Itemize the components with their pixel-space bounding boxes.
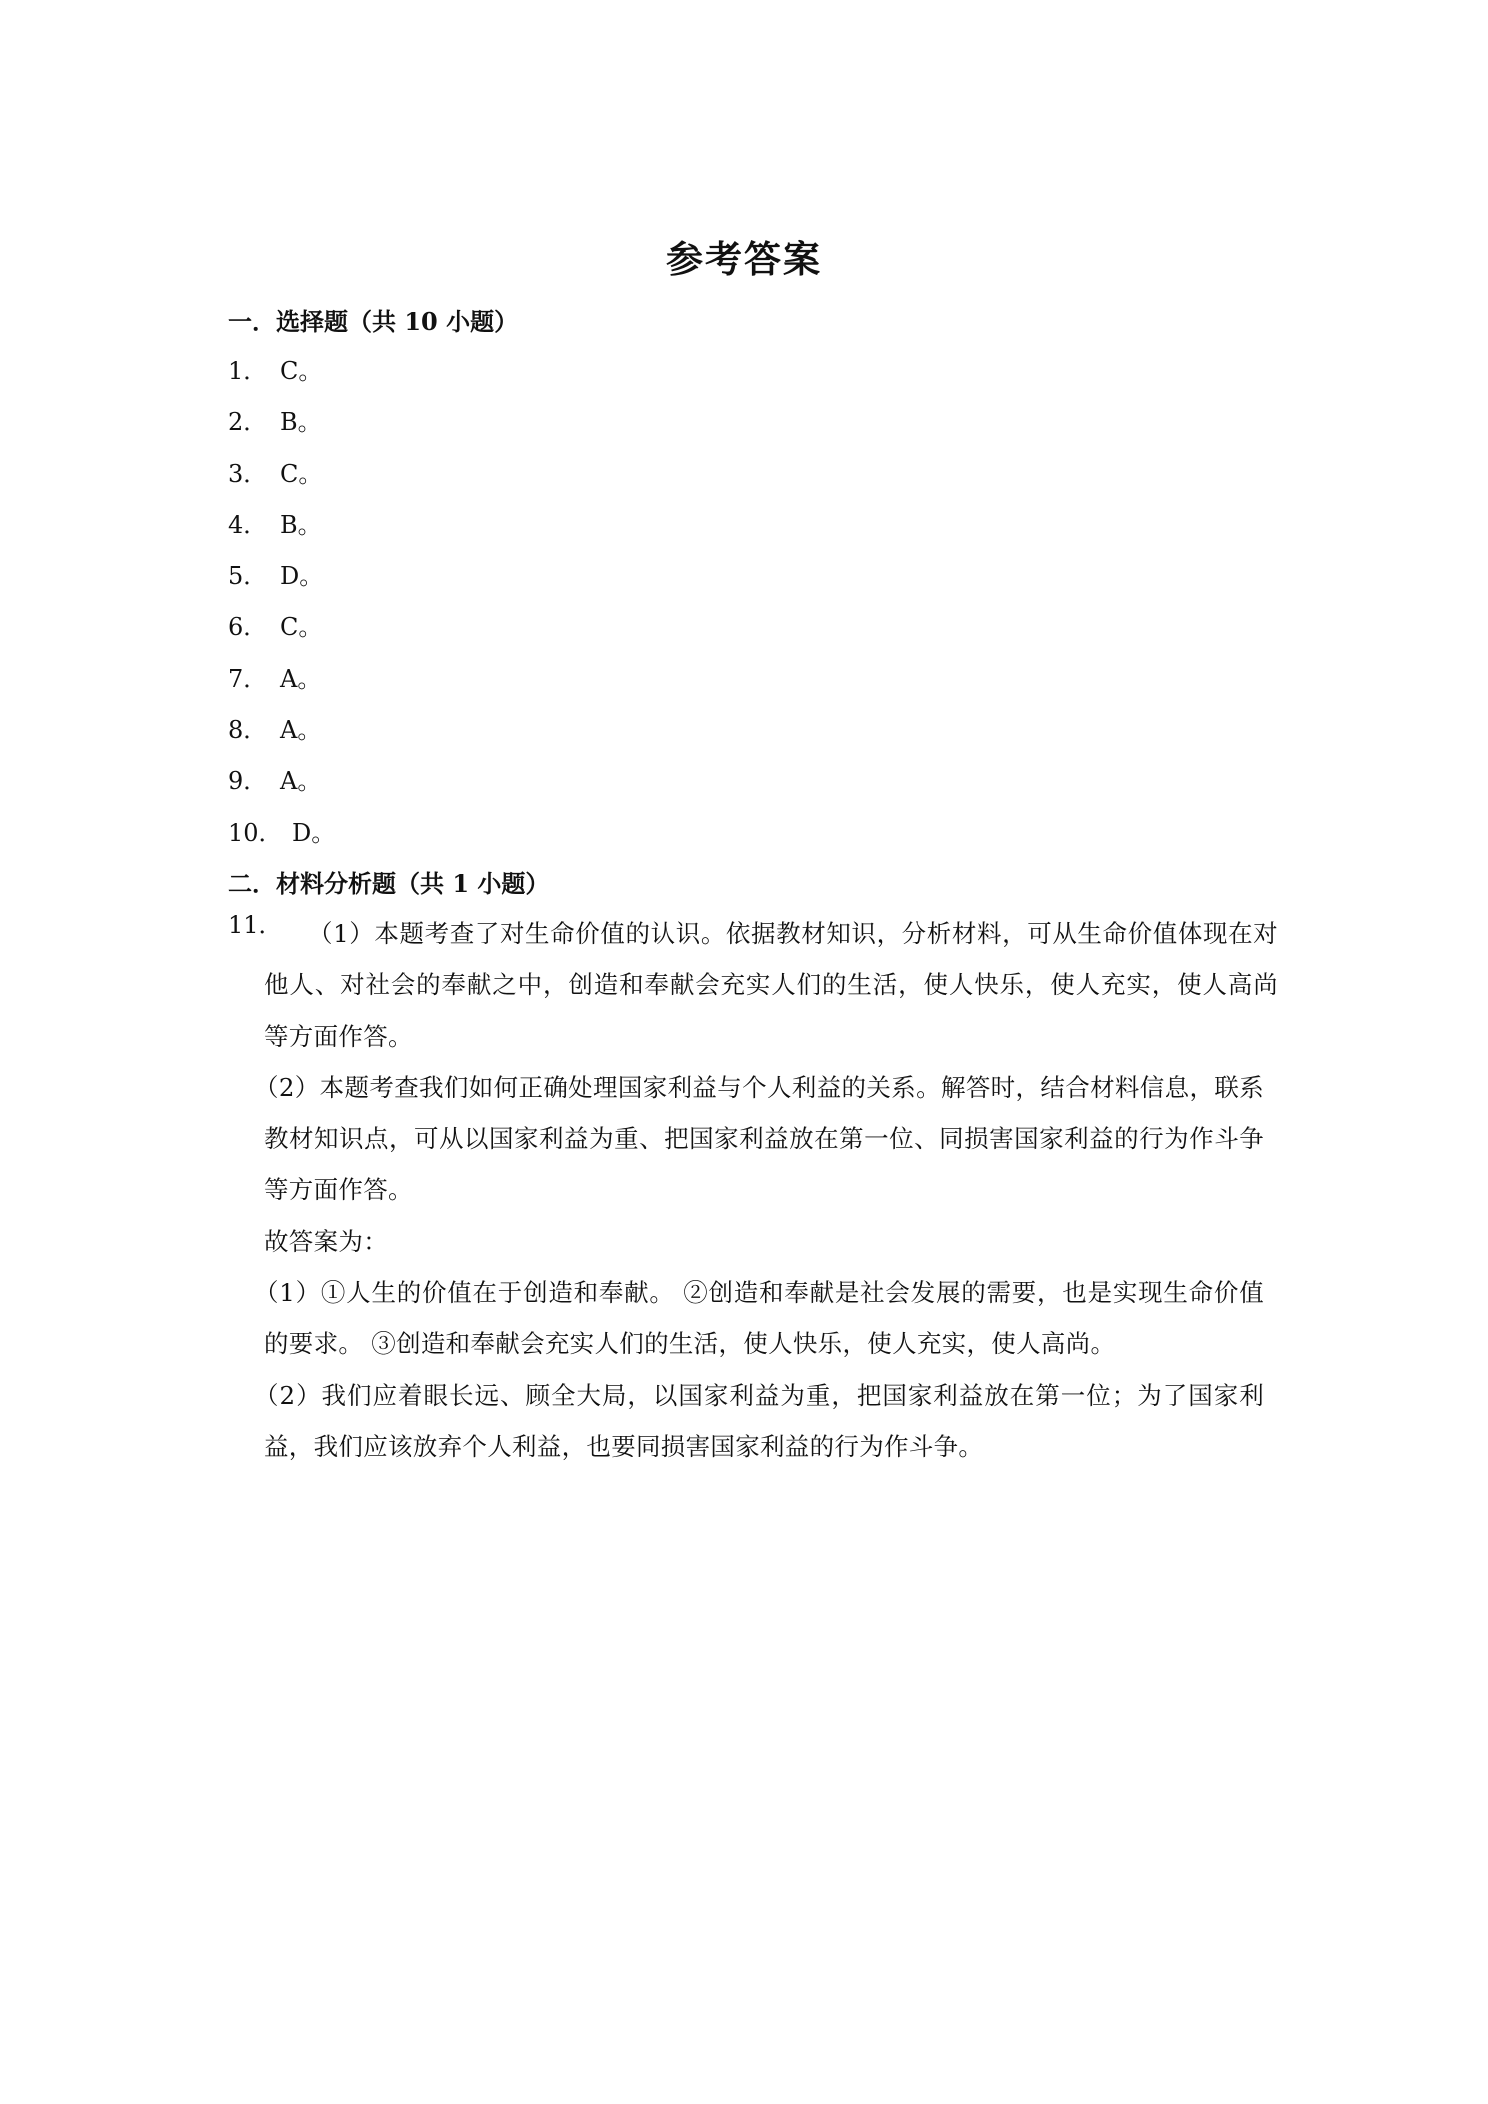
answer-value: A。 (280, 767, 322, 796)
list-item (228, 713, 335, 764)
answer-value: B。 (280, 510, 322, 539)
question-number: 9． (228, 767, 268, 796)
answer-value: D。 (292, 818, 336, 847)
list-item (228, 457, 335, 508)
question-number: 2． (228, 408, 268, 437)
analysis-part-1: （1）本题考查了对生命价值的认识。依据教材知识，分析材料，可从生命价值体现在对他人、对社会的奉献之中，创造和奉献会充实人们的生活，使人快乐，使人充实，使人高尚等方面作答。 (264, 919, 1278, 1051)
list-item (228, 610, 335, 661)
question-number: 7． (228, 664, 268, 693)
list-item (228, 559, 335, 610)
question-number: 1． (228, 357, 268, 385)
list-item (228, 816, 335, 867)
section-heading-material: 二．材料分析题（共 1 小题） (228, 869, 550, 898)
question-number: 4． (228, 510, 268, 539)
page-title: 参考答案 (666, 237, 822, 281)
analysis-part-2: （2）本题考查我们如何正确处理国家利益与个人利益的关系。解答时，结合材料信息，联系教材知识点，可从以国家利益为重、把国家利益放在第一位、同损害国家利益的行为作斗争等方面作答。 (254, 1072, 1264, 1205)
answer-value: B。 (280, 408, 322, 437)
list-item (228, 508, 335, 559)
section-heading-choice: 一．选择题（共 10 小题） (228, 307, 519, 336)
answer-value: A。 (280, 716, 322, 745)
question-number: 8． (228, 716, 268, 745)
question-number: 3． (228, 459, 268, 488)
answer-value: C。 (280, 613, 323, 642)
question-number: 5． (228, 562, 268, 591)
answer-value: C。 (280, 459, 323, 488)
answer-value: C。 (280, 357, 323, 385)
list-item (228, 405, 335, 456)
question-number: 6． (228, 613, 268, 642)
list-item (228, 662, 335, 713)
choice-answer-list (228, 354, 335, 867)
list-item (228, 354, 335, 405)
question-number: 10． (228, 818, 283, 847)
answer-value: D。 (280, 562, 324, 591)
material-question (228, 908, 1278, 1472)
answer-part-2: （2）我们应着眼长远、顾全大局，以国家利益为重，把国家利益放在第一位；为了国家利益，我们应该放弃个人利益，也要同损害国家利益的行为作斗争。 (254, 1380, 1264, 1461)
answer-part-1: （1）①人生的价值在于创造和奉献。 ②创造和奉献是社会发展的需要，也是实现生命价值的要求。 ③创造和奉献会充实人们的生活，使人快乐，使人充实，使人高尚。 (254, 1278, 1264, 1359)
question-number: 11． (228, 911, 283, 939)
list-item (228, 764, 335, 815)
answer-value: A。 (280, 664, 322, 693)
answer-intro: 故答案为： (264, 1226, 388, 1256)
